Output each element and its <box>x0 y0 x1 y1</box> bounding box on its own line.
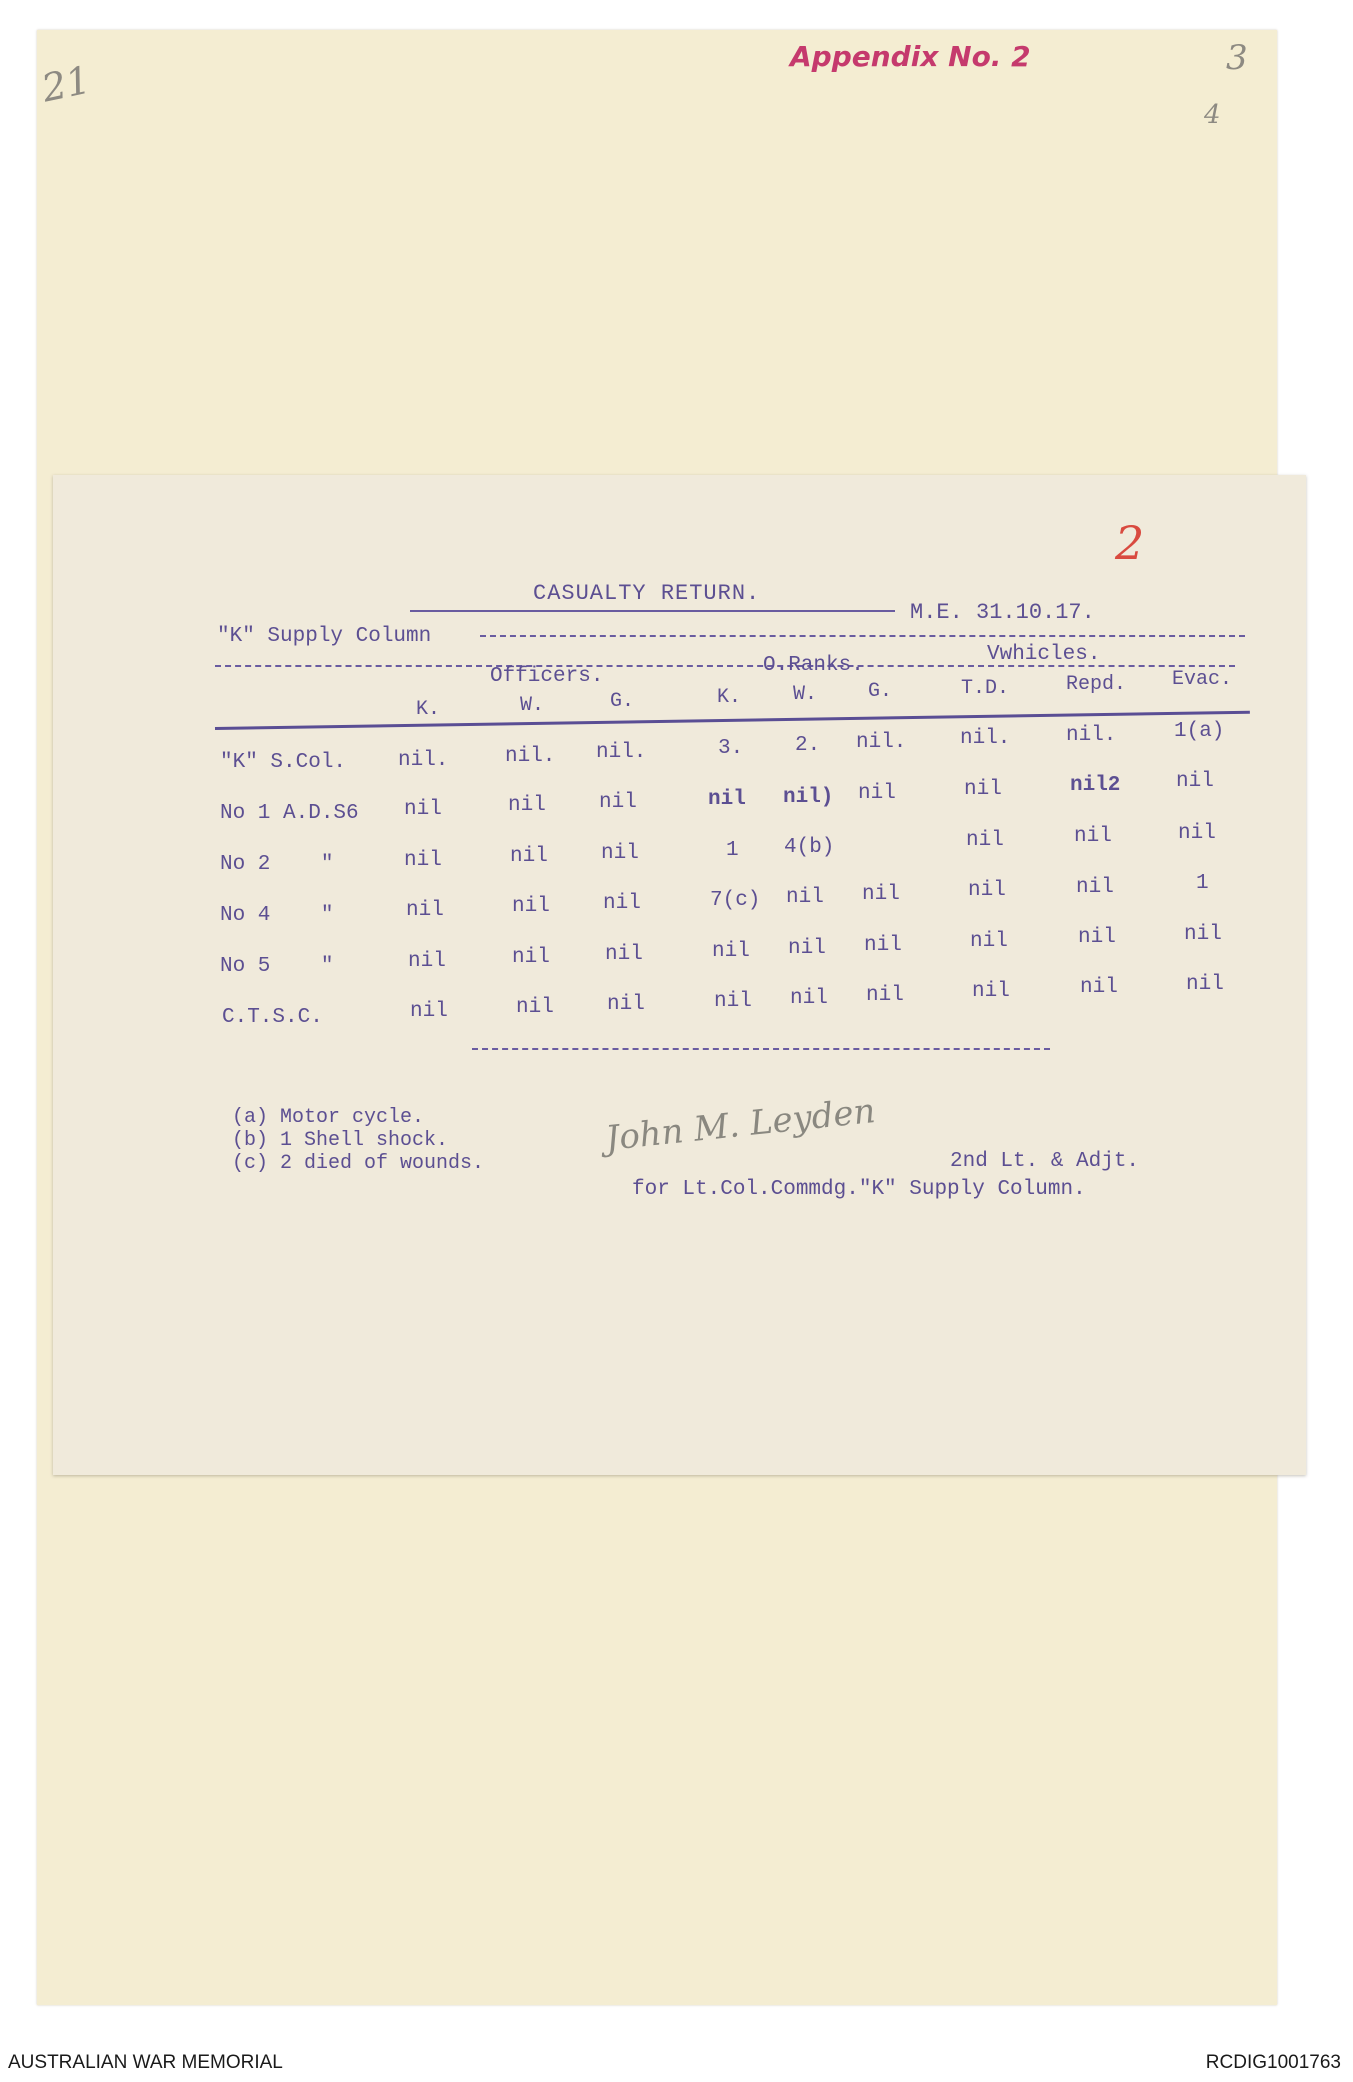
column-header: G. <box>868 680 893 703</box>
group-other-ranks: O.Ranks. <box>763 654 864 677</box>
table-cell: nil <box>607 993 645 1016</box>
title-underline <box>410 610 895 612</box>
table-cell: 2. <box>795 734 821 757</box>
row-label: No 5 " <box>220 955 334 978</box>
signatory-for-line: for Lt.Col.Commdg."K" Supply Column. <box>632 1178 1086 1201</box>
table-cell: 1 <box>1196 872 1209 895</box>
table-cell: nil <box>599 791 637 814</box>
dashed-divider <box>472 1048 1050 1050</box>
table-cell: nil <box>1080 976 1118 999</box>
archive-caption: AUSTRALIAN WAR MEMORIAL <box>8 2052 283 2073</box>
table-cell: nil <box>788 937 826 960</box>
table-cell: nil <box>966 829 1004 852</box>
table-cell: nil <box>1178 822 1216 845</box>
table-cell: nil <box>404 849 442 872</box>
appendix-stamp: Appendix No. 2 <box>790 40 1031 73</box>
table-cell: nil <box>508 794 546 817</box>
column-header: W. <box>520 694 545 717</box>
table-cell: nil2 <box>1070 774 1121 797</box>
table-cell: nil <box>866 984 904 1007</box>
table-cell: nil. <box>856 731 907 754</box>
table-cell: nil <box>1186 973 1224 996</box>
table-cell: nil <box>1176 770 1214 793</box>
table-cell: nil <box>712 940 750 963</box>
row-label: No 1 A.D.S6 <box>220 802 359 825</box>
column-header: K. <box>416 698 441 721</box>
column-header: W. <box>793 683 818 706</box>
table-cell: 4(b) <box>784 836 835 859</box>
table-cell: nil <box>790 987 828 1010</box>
table-cell: nil. <box>505 745 556 768</box>
table-cell: nil <box>858 782 896 805</box>
table-cell: nil <box>864 934 902 957</box>
table-cell: nil <box>862 883 900 906</box>
column-header: Evac. <box>1172 668 1233 691</box>
table-cell: nil. <box>1066 724 1117 747</box>
page-number: 3 <box>1226 38 1248 78</box>
date-line: M.E. 31.10.17. <box>910 600 1095 625</box>
dashed-divider <box>480 635 1245 637</box>
row-label: No 4 " <box>220 904 334 927</box>
group-vehicles: Vwhicles. <box>987 643 1101 666</box>
footnote-b: (b) 1 Shell shock. <box>232 1129 449 1152</box>
table-cell: nil <box>601 842 639 865</box>
table-cell: nil <box>408 950 446 973</box>
table-cell: 7(c) <box>710 889 761 912</box>
sheet-number: 2 <box>1115 516 1145 570</box>
folio-number: 21 <box>37 57 95 111</box>
table-cell: nil <box>512 946 550 969</box>
table-cell: nil <box>512 895 550 918</box>
table-cell: nil <box>404 798 442 821</box>
column-header: G. <box>610 690 635 713</box>
footnote-c: (c) 2 died of wounds. <box>232 1152 485 1175</box>
table-cell: nil <box>708 788 746 811</box>
table-cell: nil <box>972 980 1010 1003</box>
archive-reference: RCDIG1001763 <box>1205 2052 1341 2073</box>
column-header: T.D. <box>961 677 1010 700</box>
table-cell: nil <box>406 899 444 922</box>
handwritten-signature: John M. Leyden <box>603 1090 878 1160</box>
table-cell: nil <box>410 1000 448 1023</box>
table-cell: nil <box>786 886 824 909</box>
table-cell: nil <box>1078 926 1116 949</box>
table-cell: nil) <box>783 786 834 809</box>
table-cell: nil <box>510 845 548 868</box>
signatory-rank: 2nd Lt. & Adjt. <box>950 1150 1140 1173</box>
table-cell: nil. <box>960 727 1011 750</box>
page-number-alt: 4 <box>1204 100 1221 130</box>
row-label: C.T.S.C. <box>222 1006 323 1029</box>
table-cell: nil <box>603 892 641 915</box>
unit-heading: "K" Supply Column <box>217 625 432 648</box>
table-cell: nil <box>605 943 643 966</box>
table-cell: 3. <box>718 737 744 760</box>
group-officers: Officers. <box>490 665 604 688</box>
table-cell: nil. <box>398 749 449 772</box>
table-cell: nil <box>964 778 1002 801</box>
table-cell: nil <box>968 879 1006 902</box>
footnote-a: (a) Motor cycle. <box>232 1106 425 1129</box>
table-cell: nil <box>714 990 752 1013</box>
table-cell: nil. <box>596 741 647 764</box>
column-header: Repd. <box>1066 673 1127 696</box>
table-cell: nil <box>1184 923 1222 946</box>
column-header: K. <box>717 686 742 709</box>
row-label: "K" S.Col. <box>220 751 347 774</box>
table-cell: 1(a) <box>1174 720 1225 743</box>
table-cell: nil <box>516 996 554 1019</box>
table-cell: 1 <box>726 839 739 862</box>
table-cell: nil <box>1076 876 1114 899</box>
row-label: No 2 " <box>220 853 334 876</box>
document-title: CASUALTY RETURN. <box>533 581 761 606</box>
table-cell: nil <box>970 930 1008 953</box>
table-cell: nil <box>1074 825 1112 848</box>
